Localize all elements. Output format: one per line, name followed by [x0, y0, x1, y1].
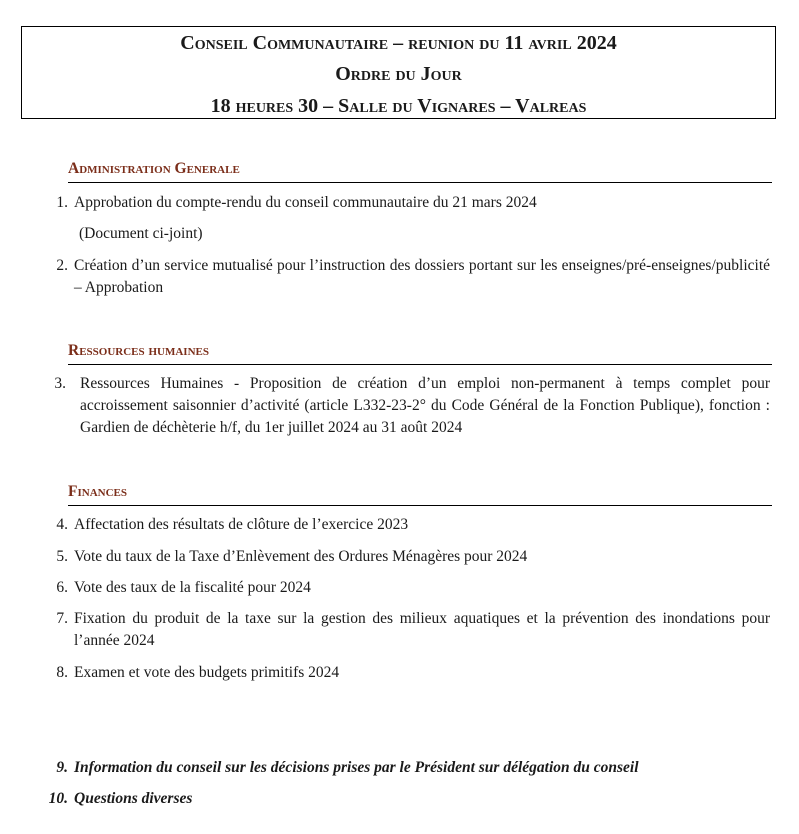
- document-note: (Document ci-joint): [79, 225, 203, 242]
- item-number: 2.: [56, 257, 68, 274]
- item-text: Examen et vote des budgets primitifs 2024: [74, 664, 340, 681]
- item-text: Affectation des résultats de clôture de l’exercice 2023: [74, 516, 409, 533]
- item-number: 7.: [56, 610, 68, 627]
- item-text: Vote du taux de la Taxe d’Enlèvement des Ordures Ménagères pour 2024: [74, 548, 528, 565]
- item-number: 3.: [54, 375, 66, 392]
- item-text: Approbation du compte-rendu du conseil communautaire du 21 mars 2024: [74, 194, 537, 211]
- meeting-title: Conseil Communautaire – reunion du 11 avril 2024: [180, 32, 617, 54]
- item-text: Information du conseil sur les décisions prises par le Président sur délégation du conseil: [74, 759, 639, 776]
- section-title-finances: Finances: [68, 484, 772, 506]
- item-number: 10.: [48, 790, 68, 807]
- item-text: Ressources Humaines - Proposition de création d’un emploi non-permanent à temps complet pour accroissement saisonnier d’activité (article L332-23-2° du Code Général de la Fonction Publique), fonction : Gardien de déchèterie h/f, du 1er juillet 2024 au 31 août 2024: [80, 375, 770, 436]
- item-number: 9.: [56, 759, 68, 776]
- item-number: 1.: [56, 194, 68, 211]
- item-text: Vote des taux de la fiscalité pour 2024: [74, 579, 311, 596]
- item-number: 8.: [56, 664, 68, 681]
- agenda-title: Ordre du Jour: [335, 63, 462, 85]
- section-title-rh: Ressources humaines: [68, 343, 772, 365]
- section-title-administration: Administration Generale: [68, 161, 772, 183]
- item-text: Création d’un service mutualisé pour l’instruction des dossiers portant sur les enseignes/pré-enseignes/publicité – Approbation: [74, 257, 770, 296]
- header-box: [21, 26, 776, 119]
- item-number: 5.: [56, 548, 68, 565]
- item-number: 4.: [56, 516, 68, 533]
- item-text: Fixation du produit de la taxe sur la gestion des milieux aquatiques et la prévention des inondations pour l’année 2024: [74, 610, 770, 649]
- meeting-time-place: 18 heures 30 – Salle du Vignares – Valreas: [210, 95, 587, 117]
- item-number: 6.: [56, 579, 68, 596]
- item-text: Questions diverses: [74, 790, 193, 807]
